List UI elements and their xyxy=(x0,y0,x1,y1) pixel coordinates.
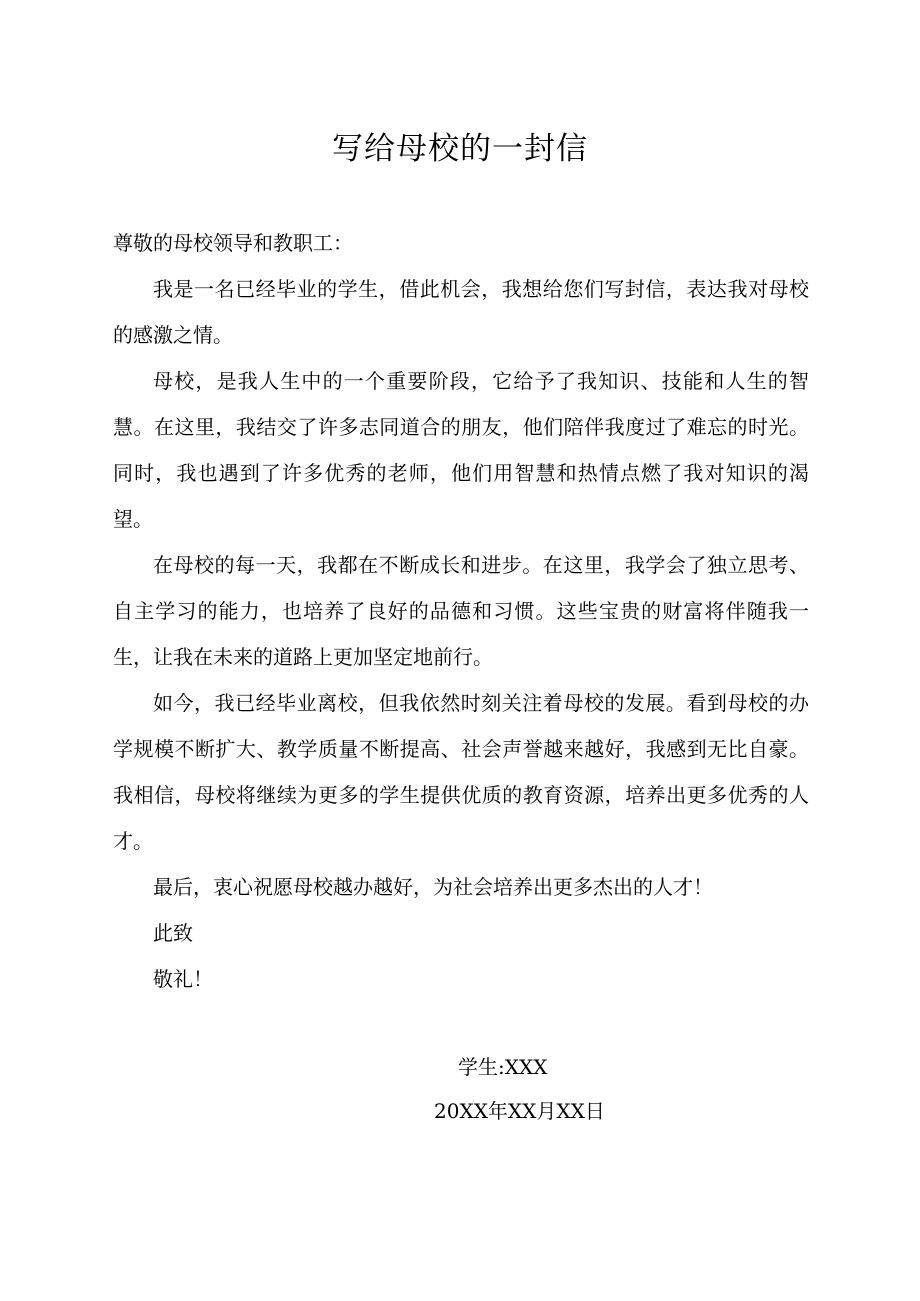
salutation: 尊敬的母校领导和教职工： xyxy=(113,231,353,255)
paragraph-2: 母校，是我人生中的一个重要阶段，它给予了我知识、技能和人生的智慧。在这里，我结交了许多志同道合的朋友，他们陪伴我度过了难忘的时光。同时，我也遇到了许多优秀的老师，他们用智慧和热情点燃了我对知识的渴望。 xyxy=(113,369,809,531)
signature-date: 20XX年XX月XX日 xyxy=(434,1099,605,1123)
letter-body xyxy=(113,220,809,1002)
paragraph-1: 我是一名已经毕业的学生，借此机会，我想给您们写封信，表达我对母校的感激之情。 xyxy=(113,277,809,347)
closing-line-2: 敬礼！ xyxy=(153,967,213,991)
paragraph-5: 最后，衷心祝愿母校越办越好，为社会培养出更多杰出的人才！ xyxy=(153,875,713,899)
closing-line-1: 此致 xyxy=(153,921,193,945)
signature-name: 学生:XXX xyxy=(458,1055,548,1079)
document-title: 写给母校的一封信 xyxy=(332,131,588,167)
paragraph-4: 如今，我已经毕业离校，但我依然时刻关注着母校的发展。看到母校的办学规模不断扩大、教学质量不断提高、社会声誉越来越好，我感到无比自豪。我相信，母校将继续为更多的学生提供优质的教育资源，培养出更多优秀的人才。 xyxy=(113,691,809,853)
paragraph-3: 在母校的每一天，我都在不断成长和进步。在这里，我学会了独立思考、自主学习的能力，也培养了良好的品德和习惯。这些宝贵的财富将伴随我一生，让我在未来的道路上更加坚定地前行。 xyxy=(113,553,809,669)
